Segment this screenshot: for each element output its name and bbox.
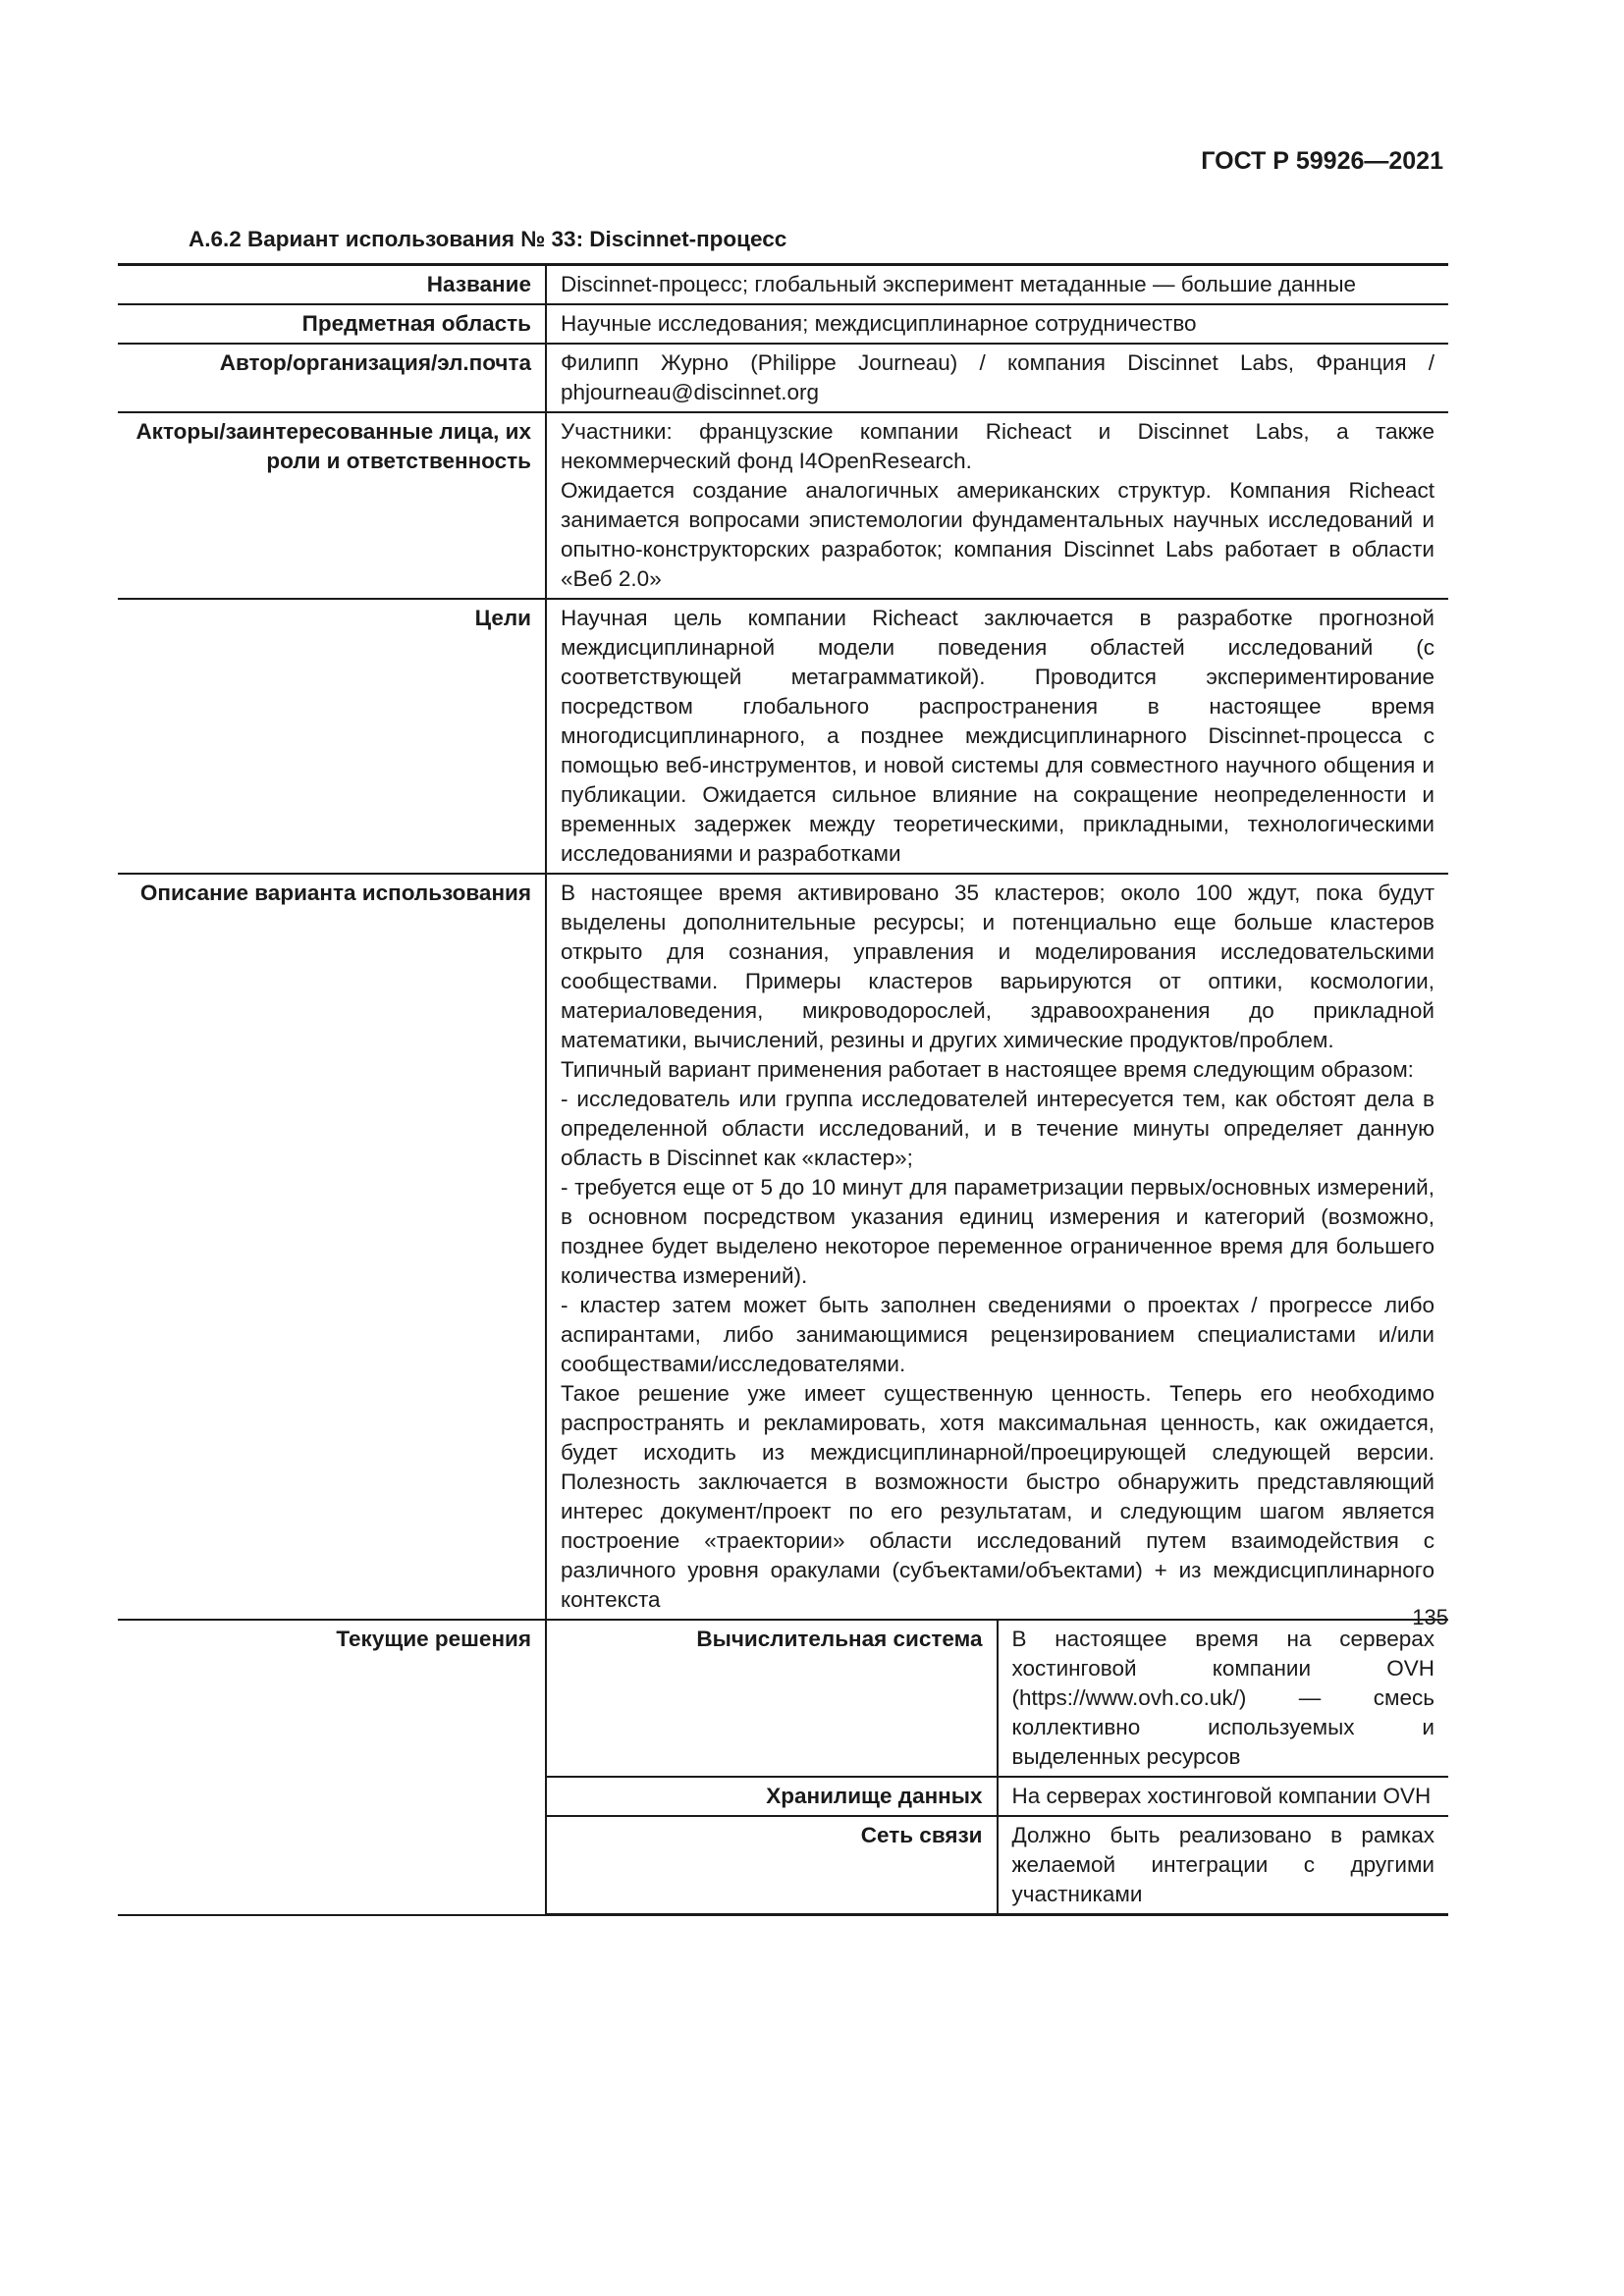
row-label: Описание варианта использования [118, 874, 546, 1620]
page-number: 135 [1412, 1605, 1448, 1629]
sub-row-value: В настоящее время на серверах хостинговой компании OVH (https://www.ovh.co.uk/) — смесь коллективно используемых и выделенных ресурсов [998, 1620, 1449, 1777]
table-row [118, 412, 1448, 599]
section-title: А.6.2 Вариант использования № 33: Discinnet-процесс [189, 227, 787, 251]
sub-row-label: Сеть связи [546, 1816, 998, 1915]
row-value: Научные исследования; междисциплинарное сотрудничество [546, 304, 1448, 344]
row-value: В настоящее время активировано 35 кластеров; около 100 ждут, пока будут выделены дополнительные ресурсы; и потенциально еще больше кластеров открыто для сознания, управления и моделирования исследовательскими сообществами. Примеры кластеров варьируются от оптики, космологии, материаловедения, микроводорослей, здравоохранения до прикладной математики, вычислений, резины и других химические продуктов/проблем. Типичный вариант применения работает в настоящее время следующим образом: - исследователь или группа исследователей интересуется тем, как обстоят дела в определенной области исследований, и в течение минуты определяет данную область в Discinnet как «кластер»; - требуется еще от 5 до 10 минут для параметризации первых/основных измерений, в основном посредством указания единиц измерения и категорий (возможно, позднее будет выделено некоторое переменное ограниченное время для большего количества измерений). - кластер затем может быть заполнен сведениями о проектах / прогрессе либо аспирантами, либо занимающимися рецензированием специалистами и/или сообществами/исследователями. Такое решение уже имеет существенную ценность. Теперь его необходимо распространять и рекламировать, хотя максимальная ценность, как ожидается, будет исходить из междисциплинарной/проецирующей следующей версии. Полезность заключается в возможности быстро обнаружить представляющий интерес документ/проект по его результатам, и следующим шагом является построение «траектории» области исследований путем взаимодействия с различного уровня оракулами (субъектами/объектами) + из междисциплинарного контекста [546, 874, 1448, 1620]
row-value: Научная цель компании Richeact заключается в разработке прогнозной междисциплинарной модели поведения областей исследований (с соответствующей метаграмматикой). Проводится экспериментирование посредством глобального распространения в настоящее время многодисциплинарного, а позднее междисциплинарного Discinnet-процесса с помощью веб-инструментов, и новой системы для совместного научного общения и публикации. Ожидается сильное влияние на сокращение неопределенности и временных задержек между теоретическими, прикладными, технологическими исследованиями и разработками [546, 599, 1448, 874]
row-value: Филипп Журно (Philippe Journeau) / компания Discinnet Labs, Франция / phjourneau@discinnet.org [546, 344, 1448, 412]
table-row [118, 874, 1448, 1620]
row-label: Акторы/заинтересованные лица, их роли и ответственность [118, 412, 546, 599]
sub-row-value: На серверах хостинговой компании OVH [998, 1777, 1449, 1816]
sub-row-value: Должно быть реализовано в рамках желаемой интеграции с другими участниками [998, 1816, 1449, 1915]
row-label: Цели [118, 599, 546, 874]
row-label: Название [118, 265, 546, 305]
row-label: Предметная область [118, 304, 546, 344]
document-id-header: ГОСТ Р 59926—2021 [1201, 147, 1443, 175]
sub-row-label: Вычислительная система [546, 1620, 998, 1777]
table-row [118, 599, 1448, 874]
table-row [118, 304, 1448, 344]
row-label: Автор/организация/эл.почта [118, 344, 546, 412]
table-row [118, 1620, 1448, 1777]
row-value: Участники: французские компании Richeact и Discinnet Labs, а также некоммерческий фонд I4OpenResearch. Ожидается создание аналогичных американских структур. Компания Richeact занимается вопросами эпистемологии фундаментальных научных исследований и опытно-конструкторских разработок; компания Discinnet Labs работает в области «Веб 2.0» [546, 412, 1448, 599]
current-solutions-label: Текущие решения [118, 1620, 546, 1915]
use-case-table [118, 263, 1448, 1916]
sub-row-label: Хранилище данных [546, 1777, 998, 1816]
table-row [118, 344, 1448, 412]
table-row [118, 265, 1448, 305]
row-value: Discinnet-процесс; глобальный эксперимент метаданные — большие данные [546, 265, 1448, 305]
